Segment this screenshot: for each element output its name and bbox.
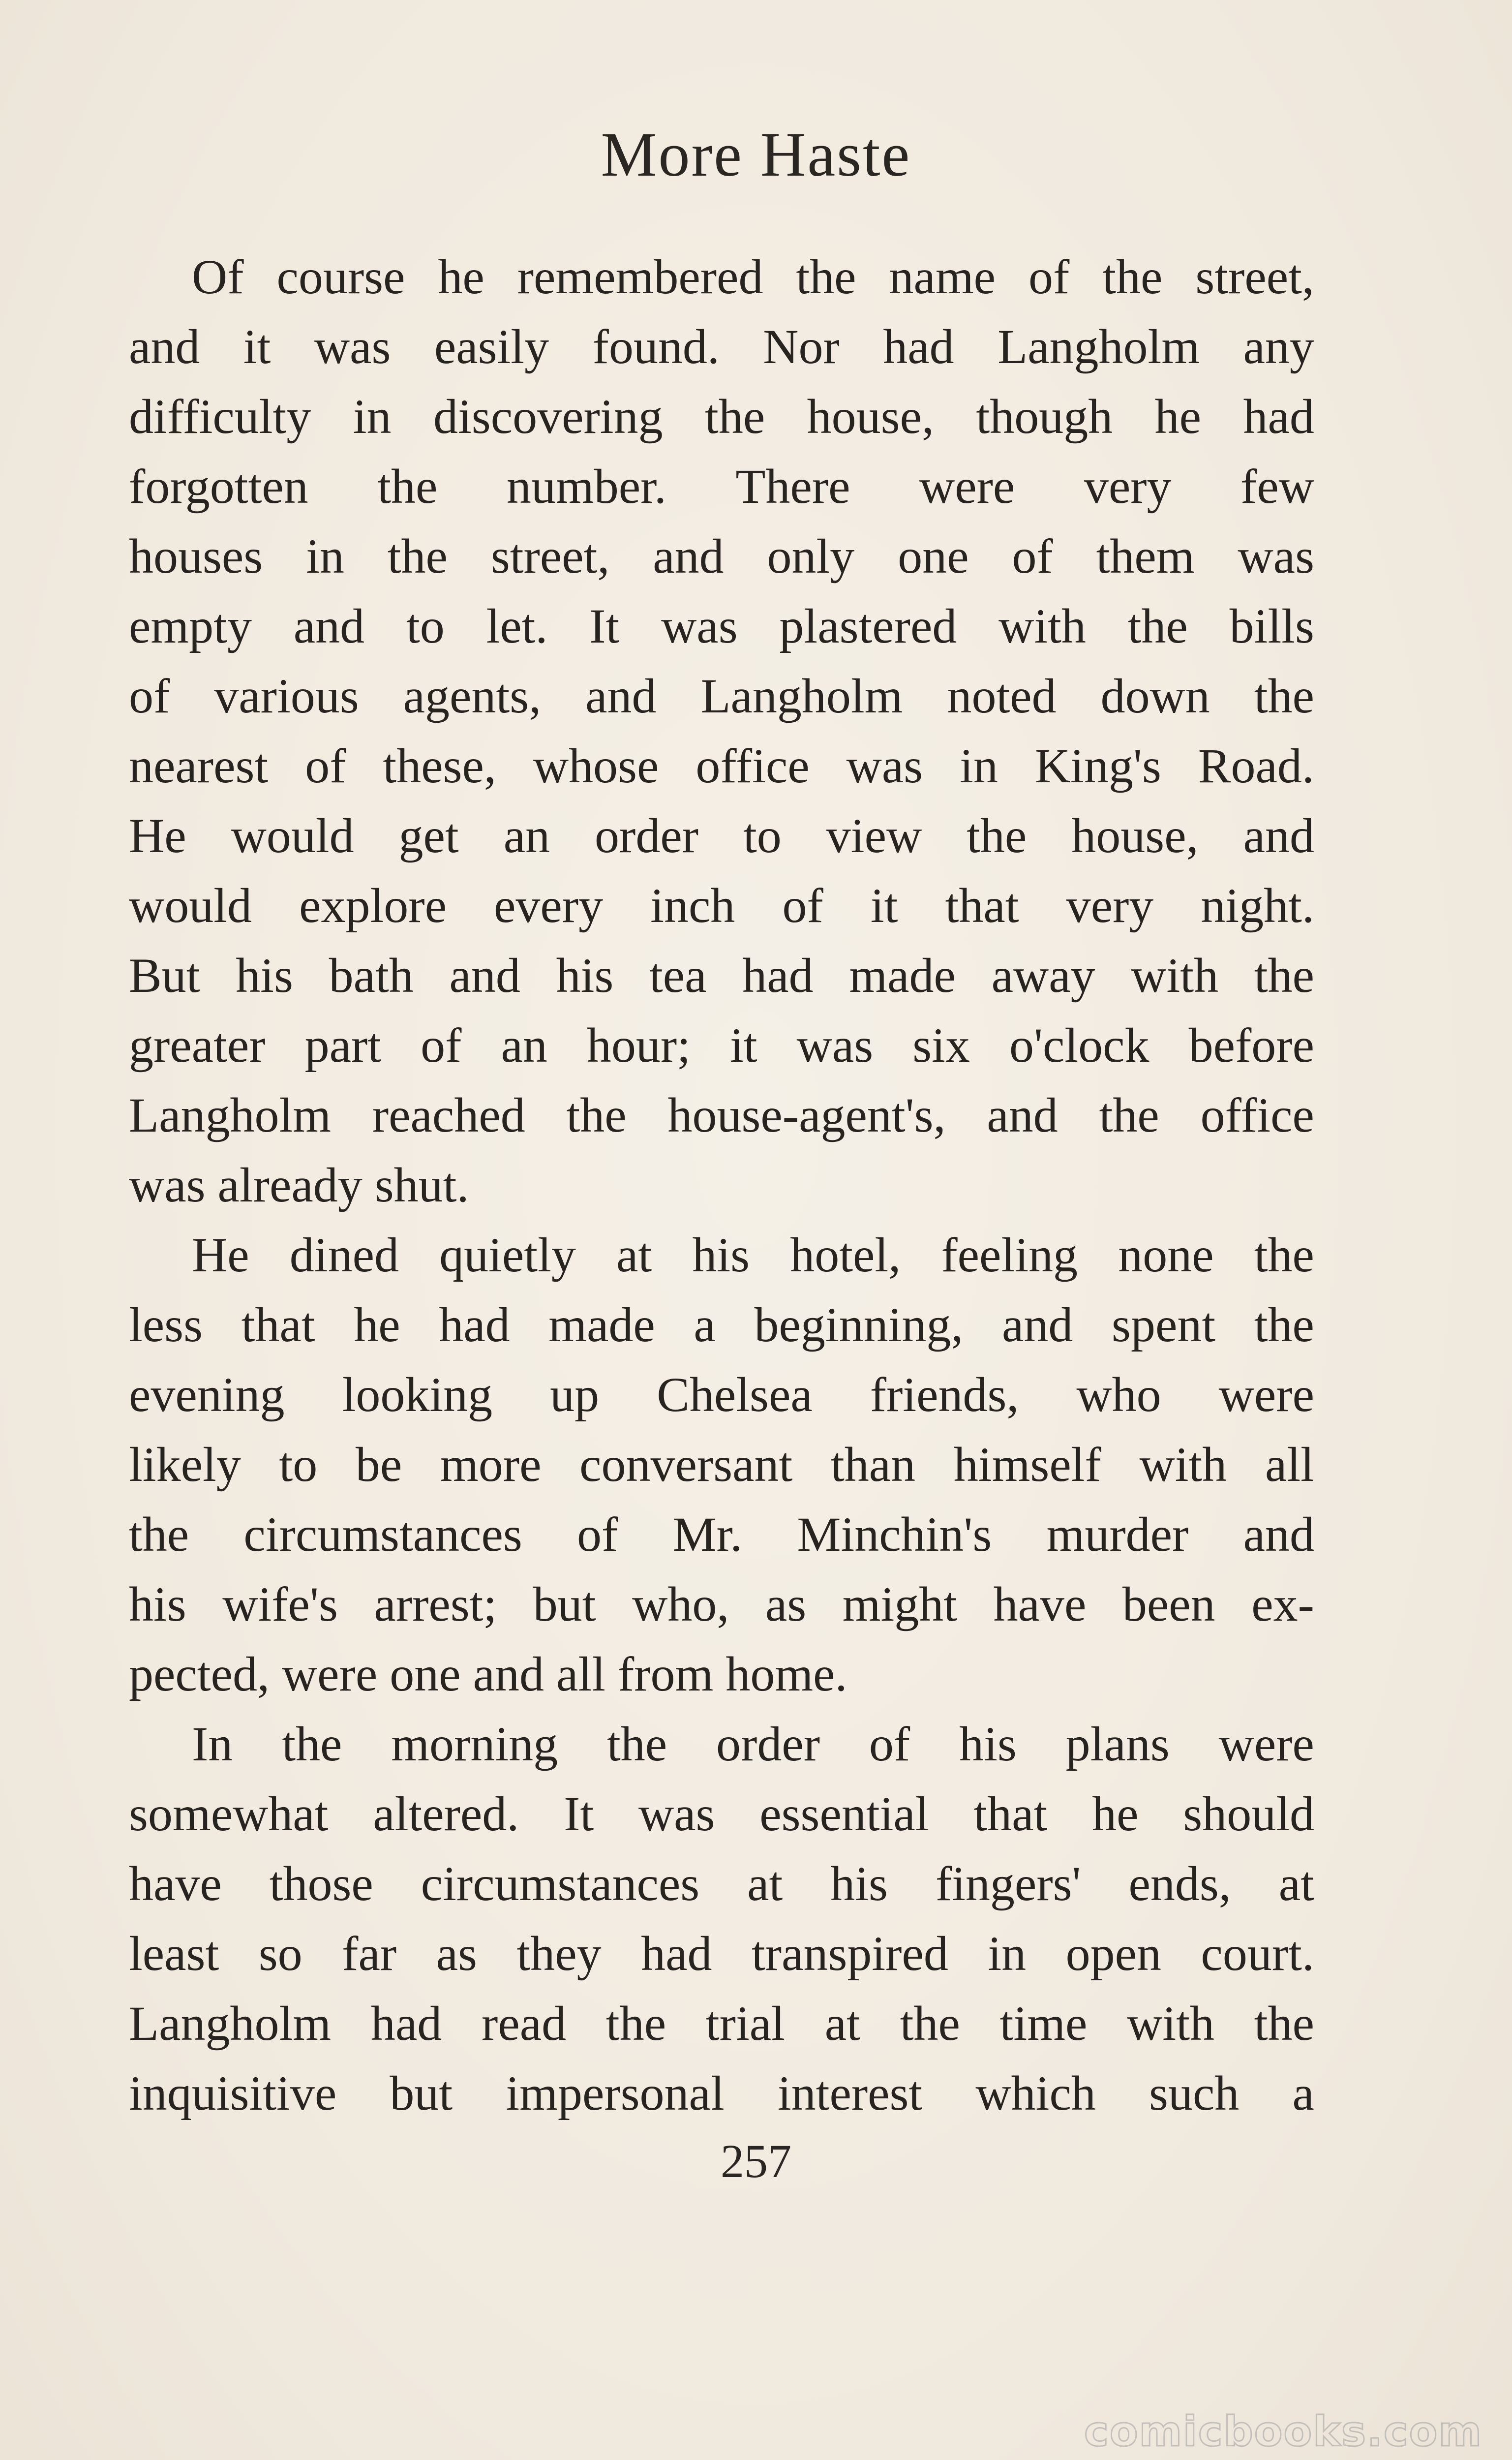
text-line: evening looking up Chelsea friends, who were	[129, 1367, 1314, 1422]
text-line: less that he had made a beginning, and spent the	[129, 1297, 1314, 1352]
text-line: of various agents, and Langholm noted down the	[129, 669, 1314, 723]
text-line: empty and to let. It was plastered with the bills	[129, 599, 1314, 653]
text-line: somewhat altered. It was essential that he should	[129, 1786, 1314, 1841]
text-line: He would get an order to view the house, and	[129, 808, 1314, 863]
body-text	[129, 242, 1314, 2128]
text-line: difficulty in discovering the house, though he had	[129, 389, 1314, 444]
text-line: greater part of an hour; it was six o'clock before	[129, 1018, 1314, 1073]
text-line: least so far as they had transpired in open court.	[129, 1926, 1314, 1981]
text-line: the circumstances of Mr. Minchin's murder and	[129, 1507, 1314, 1562]
text-line: houses in the street, and only one of them was	[129, 529, 1314, 584]
text-line: Of course he remembered the name of the street,	[192, 249, 1314, 304]
text-line: forgotten the number. There were very few	[129, 459, 1314, 514]
text-line: pected, were one and all from home.	[129, 1647, 847, 1701]
text-line: likely to be more conversant than himself with all	[129, 1437, 1314, 1492]
text-line: Langholm had read the trial at the time with the	[129, 1996, 1314, 2051]
text-line: and it was easily found. Nor had Langholm any	[129, 319, 1314, 374]
page-number: 257	[721, 2135, 791, 2187]
text-line: nearest of these, whose office was in King's Road.	[129, 738, 1314, 793]
paragraph-1	[129, 242, 1314, 1220]
text-line: his wife's arrest; but who, as might have been ex-	[129, 1577, 1314, 1631]
text-line: He dined quietly at his hotel, feeling none the	[192, 1228, 1314, 1282]
text-line: But his bath and his tea had made away with the	[129, 948, 1314, 1003]
text-line: inquisitive but impersonal interest which such a	[129, 2066, 1314, 2121]
paragraph-3	[129, 1709, 1314, 2128]
text-line: was already shut.	[129, 1158, 469, 1212]
running-head: More Haste	[601, 120, 911, 189]
watermark: comicbooks.com	[1084, 2407, 1482, 2456]
paragraph-2	[129, 1220, 1314, 1709]
text-line: Langholm reached the house-agent's, and the office	[129, 1088, 1314, 1142]
text-line: have those circumstances at his fingers' ends, at	[129, 1856, 1314, 1911]
text-line: In the morning the order of his plans were	[192, 1717, 1314, 1771]
text-line: would explore every inch of it that very night.	[129, 878, 1314, 933]
